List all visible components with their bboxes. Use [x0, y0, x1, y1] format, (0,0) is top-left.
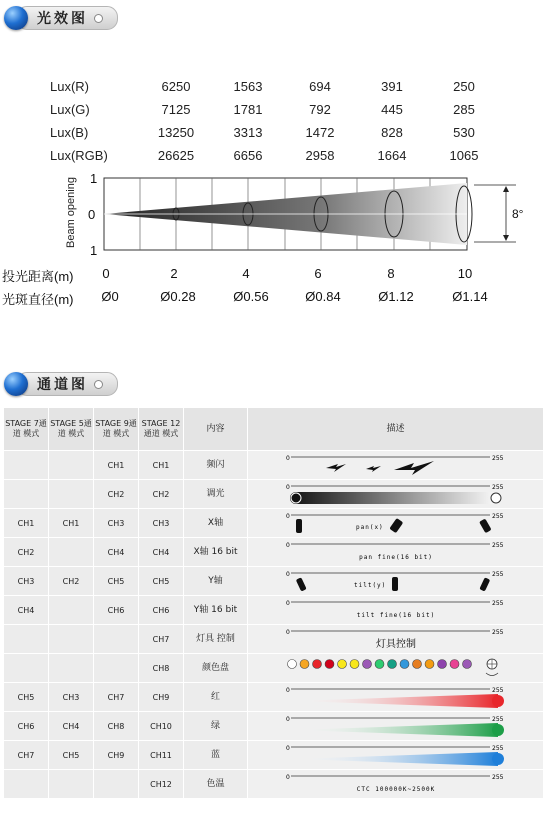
column-header: STAGE 5通道 模式	[49, 408, 94, 451]
cell-ch5: CH1	[49, 509, 94, 538]
lux-label: Lux(RGB)	[50, 148, 108, 163]
table-row	[4, 451, 544, 480]
distance-value: 6	[314, 266, 322, 281]
section-header-channel	[4, 370, 118, 398]
lux-value: 3313	[233, 125, 263, 140]
color-wheel-swatch	[362, 660, 371, 669]
svg-text:255: 255	[491, 455, 503, 462]
cell-ch5	[49, 538, 94, 567]
cell-function: 灯具 控制	[184, 625, 248, 654]
distance-value: 10	[457, 266, 473, 281]
cell-ch7	[4, 480, 49, 509]
lightning-icon	[326, 464, 346, 472]
lux-value: 445	[381, 102, 403, 117]
diameter-value: Ø1.12	[378, 289, 414, 304]
svg-text:255: 255	[491, 629, 503, 636]
cell-ch7: CH5	[4, 683, 49, 712]
tilt-fine-diagram	[286, 597, 506, 623]
table-row	[4, 596, 544, 625]
lux-value: 6250	[161, 79, 191, 94]
table-row	[4, 567, 544, 596]
column-header: STAGE 7通道 模式	[4, 408, 49, 451]
cell-desc-ctc	[248, 770, 544, 799]
dot-icon	[94, 14, 103, 23]
column-header: 描述	[248, 408, 544, 451]
svg-text:255: 255	[491, 542, 503, 549]
lux-value: 13250	[157, 125, 195, 140]
section-title-pill	[16, 6, 118, 30]
cell-ch12: CH4	[139, 538, 184, 567]
moving-head-icon	[392, 577, 398, 591]
svg-text:255: 255	[491, 716, 503, 723]
cell-function: 绿	[184, 712, 248, 741]
cell-ch7	[4, 451, 49, 480]
color-wheel-swatch	[387, 660, 396, 669]
section-header-light-effect	[4, 4, 118, 32]
cell-function: 颜色盘	[184, 654, 248, 683]
ctc-diagram	[286, 771, 506, 797]
cell-ch5: CH5	[49, 741, 94, 770]
table-row	[4, 480, 544, 509]
lux-value: 694	[309, 79, 331, 94]
cell-function: 频闪	[184, 451, 248, 480]
cell-ch7	[4, 625, 49, 654]
lux-label: Lux(B)	[50, 125, 89, 140]
color-wheel-swatch	[325, 660, 334, 669]
svg-text:灯具控制: 灯具控制	[375, 639, 416, 650]
cell-desc-strobe	[248, 451, 544, 480]
cell-ch7: CH3	[4, 567, 49, 596]
cell-function: X轴 16 bit	[184, 538, 248, 567]
svg-text:255: 255	[491, 571, 503, 578]
cell-ch12: CH1	[139, 451, 184, 480]
table-row	[4, 625, 544, 654]
section-title: 光效图	[37, 11, 88, 27]
color-wheel-swatch	[425, 660, 434, 669]
svg-text:255: 255	[491, 484, 503, 491]
cell-ch9: CH5	[94, 567, 139, 596]
cell-ch5: CH3	[49, 683, 94, 712]
cell-ch12: CH7	[139, 625, 184, 654]
lux-value: 285	[453, 102, 475, 117]
svg-text:0: 0	[285, 455, 290, 462]
distance-value: 8	[387, 266, 395, 281]
cell-function: X轴	[184, 509, 248, 538]
sphere-icon	[4, 372, 28, 396]
cell-desc-tilt	[248, 567, 544, 596]
moving-head-icon	[479, 518, 492, 533]
dimmer-diagram	[286, 481, 506, 507]
cell-ch7: CH4	[4, 596, 49, 625]
table-row	[4, 770, 544, 799]
column-header: STAGE 12通道 模式	[139, 408, 184, 451]
diameter-value: Ø0.84	[305, 289, 341, 304]
cell-desc-green	[248, 712, 544, 741]
cell-function: 红	[184, 683, 248, 712]
lux-value: 1781	[233, 102, 263, 117]
cell-ch12: CH9	[139, 683, 184, 712]
svg-text:CTC 100000K~2500K: CTC 100000K~2500K	[356, 786, 435, 793]
cell-function: 蓝	[184, 741, 248, 770]
color-wheel-diagram	[286, 655, 506, 681]
table-row	[4, 538, 544, 567]
pan-fine-diagram	[286, 539, 506, 565]
svg-text:0: 0	[285, 774, 290, 781]
color-wheel-swatch	[462, 660, 471, 669]
strobe-diagram	[286, 452, 506, 478]
svg-text:0: 0	[285, 716, 290, 723]
svg-text:255: 255	[491, 600, 503, 607]
svg-text:0: 0	[285, 687, 290, 694]
cell-ch12: CH3	[139, 509, 184, 538]
color-wheel-swatch	[450, 660, 459, 669]
cell-ch5	[49, 596, 94, 625]
table-row	[4, 741, 544, 770]
channel-table	[3, 407, 544, 799]
cell-desc-red	[248, 683, 544, 712]
color-wheel-swatch	[412, 660, 421, 669]
cell-ch7	[4, 770, 49, 799]
section-title: 通道图	[37, 377, 88, 393]
distance-label: 投光距离(m)	[2, 269, 74, 284]
svg-text:0: 0	[285, 629, 290, 636]
svg-text:0: 0	[285, 745, 290, 752]
cell-ch7: CH6	[4, 712, 49, 741]
svg-text:255: 255	[491, 774, 503, 781]
moving-head-icon	[479, 577, 490, 591]
color-wheel-swatch	[350, 660, 359, 669]
moving-head-icon	[296, 519, 302, 533]
lux-value: 7125	[161, 102, 191, 117]
cell-ch9	[94, 625, 139, 654]
table-row	[4, 509, 544, 538]
lux-value: 6656	[233, 148, 263, 163]
cell-ch9: CH6	[94, 596, 139, 625]
cell-ch5: CH2	[49, 567, 94, 596]
cell-ch5	[49, 451, 94, 480]
red-diagram	[286, 684, 506, 710]
beam-angle: 8°	[512, 207, 524, 221]
svg-text:tilt fine(16 bit): tilt fine(16 bit)	[356, 612, 435, 619]
svg-text:255: 255	[491, 687, 503, 694]
cell-ch12: CH10	[139, 712, 184, 741]
lux-label: Lux(R)	[50, 79, 90, 94]
cell-desc-dimmer	[248, 480, 544, 509]
svg-text:pan(x): pan(x)	[355, 524, 384, 531]
svg-text:255: 255	[491, 745, 503, 752]
beam-tick: 1	[90, 243, 98, 258]
distance-value: 2	[170, 266, 178, 281]
lux-value: 792	[309, 102, 331, 117]
svg-text:0: 0	[285, 571, 290, 578]
cell-ch5	[49, 770, 94, 799]
cell-ch7	[4, 654, 49, 683]
cell-ch12: CH2	[139, 480, 184, 509]
table-header-row	[4, 408, 544, 451]
cell-ch12: CH5	[139, 567, 184, 596]
cell-ch12: CH8	[139, 654, 184, 683]
lux-value: 250	[453, 79, 475, 94]
lux-label: Lux(G)	[50, 102, 90, 117]
beam-diagram	[60, 168, 540, 260]
cell-desc-color-wheel	[248, 654, 544, 683]
svg-text:tilt(y): tilt(y)	[353, 582, 386, 589]
dot-icon	[94, 380, 103, 389]
svg-text:0: 0	[285, 513, 290, 520]
svg-text:pan fine(16 bit): pan fine(16 bit)	[358, 554, 433, 561]
cell-ch7: CH2	[4, 538, 49, 567]
moving-head-icon	[295, 577, 306, 591]
svg-text:0: 0	[285, 542, 290, 549]
color-wheel-swatch	[400, 660, 409, 669]
cell-ch9: CH3	[94, 509, 139, 538]
cell-function: Y轴	[184, 567, 248, 596]
color-wheel-swatch	[312, 660, 321, 669]
distance-value: 0	[102, 266, 110, 281]
cell-function: Y轴 16 bit	[184, 596, 248, 625]
diameter-value: Ø0.28	[160, 289, 196, 304]
diameter-value: Ø0	[101, 289, 119, 304]
distance-value: 4	[242, 266, 250, 281]
sphere-icon	[4, 6, 28, 30]
diameter-value: Ø0.56	[233, 289, 269, 304]
color-wheel-swatch	[375, 660, 384, 669]
lightning-icon	[366, 466, 381, 472]
cell-ch9: CH4	[94, 538, 139, 567]
cell-desc-pan	[248, 509, 544, 538]
lux-value: 2958	[305, 148, 335, 163]
table-row	[4, 654, 544, 683]
column-header: 内容	[184, 408, 248, 451]
lux-value: 828	[381, 125, 403, 140]
color-wheel-swatch	[287, 660, 296, 669]
table-row	[4, 683, 544, 712]
svg-text:0: 0	[285, 600, 290, 607]
cell-ch9	[94, 654, 139, 683]
lux-value: 530	[453, 125, 475, 140]
cell-ch5: CH4	[49, 712, 94, 741]
cell-ch12: CH6	[139, 596, 184, 625]
beam-axis-label: Beam opening	[65, 177, 77, 248]
table-row	[4, 712, 544, 741]
cell-ch12: CH12	[139, 770, 184, 799]
cell-ch12: CH11	[139, 741, 184, 770]
lux-value: 1065	[449, 148, 479, 163]
lux-value: 1472	[305, 125, 335, 140]
cell-ch9: CH1	[94, 451, 139, 480]
cell-function: 色温	[184, 770, 248, 799]
color-wheel-swatch	[300, 660, 309, 669]
tilt-diagram	[286, 568, 506, 594]
color-wheel-swatch	[437, 660, 446, 669]
cell-ch5	[49, 480, 94, 509]
cell-ch9: CH8	[94, 712, 139, 741]
cell-function: 调光	[184, 480, 248, 509]
control-diagram	[286, 626, 506, 652]
lux-value: 391	[381, 79, 403, 94]
cell-desc-tilt-fine	[248, 596, 544, 625]
svg-text:255: 255	[491, 513, 503, 520]
cell-desc-control	[248, 625, 544, 654]
moving-head-icon	[389, 518, 403, 533]
cell-ch5	[49, 654, 94, 683]
cell-ch9: CH7	[94, 683, 139, 712]
cell-ch9: CH2	[94, 480, 139, 509]
cell-desc-blue	[248, 741, 544, 770]
beam-tick: 1	[90, 171, 98, 186]
diameter-value: Ø1.14	[452, 289, 488, 304]
cell-ch7: CH7	[4, 741, 49, 770]
beam-tick: 0	[88, 207, 96, 222]
lightning-icon	[394, 461, 434, 475]
blue-diagram	[286, 742, 506, 768]
pan-diagram	[286, 510, 506, 536]
cell-ch7: CH1	[4, 509, 49, 538]
column-header: STAGE 9通道 模式	[94, 408, 139, 451]
lux-value: 1563	[233, 79, 263, 94]
lux-value: 1664	[377, 148, 407, 163]
section-title-pill	[16, 372, 118, 396]
lux-value: 26625	[157, 148, 195, 163]
cell-ch5	[49, 625, 94, 654]
cell-desc-pan-fine	[248, 538, 544, 567]
diameter-label: 光斑直径(m)	[2, 292, 74, 307]
cell-ch9	[94, 770, 139, 799]
svg-text:0: 0	[285, 484, 290, 491]
green-diagram	[286, 713, 506, 739]
color-wheel-swatch	[337, 660, 346, 669]
cell-ch9: CH9	[94, 741, 139, 770]
